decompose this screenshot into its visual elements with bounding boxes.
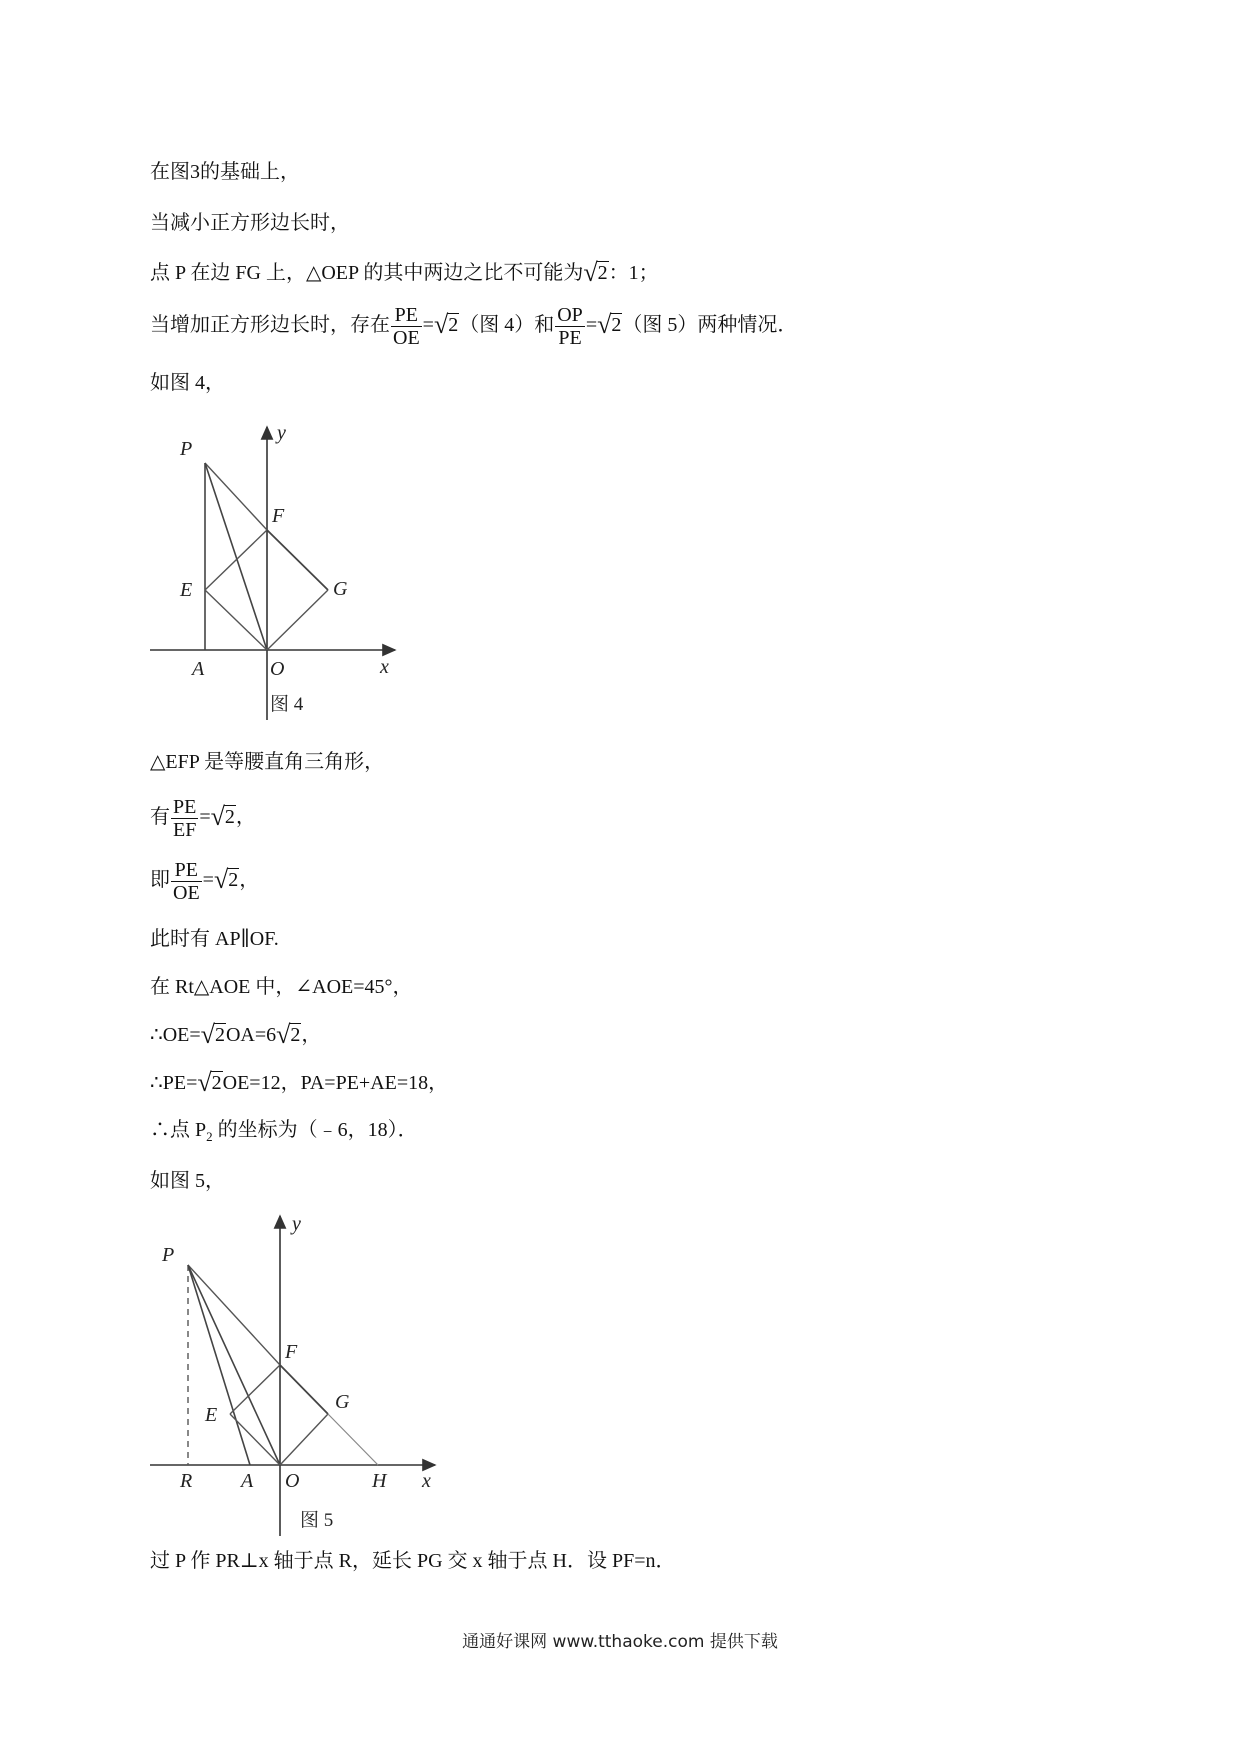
sqrt-symbol: √2 — [276, 1020, 301, 1049]
text-line-8 — [150, 859, 259, 904]
label-g: G — [333, 578, 348, 600]
text-line-12 — [150, 1070, 448, 1096]
denominator: OE — [393, 327, 420, 349]
sqrt-symbol: √2 — [197, 1068, 222, 1097]
text: （图 5）两种情况． — [622, 314, 798, 337]
radicand: 2 — [228, 869, 239, 892]
text-line-15 — [150, 1551, 676, 1571]
text: 当增加正方形边长时，存在 — [150, 314, 390, 337]
denominator: OE — [173, 882, 200, 904]
radicand: 2 — [211, 1072, 222, 1094]
text-line-2 — [150, 213, 350, 233]
text: OE=12，PA=PE+AE=18， — [222, 1072, 449, 1094]
text: 在图3的基础上， — [150, 161, 300, 183]
label-y: y — [277, 422, 286, 444]
label-f: F — [285, 1341, 298, 1363]
text: 有 — [150, 806, 170, 829]
segment-go — [280, 1414, 328, 1465]
text: ， — [239, 869, 260, 892]
label-o: O — [270, 658, 285, 680]
figure-4-caption: 图 4 — [270, 694, 304, 715]
segment-pf — [205, 463, 267, 530]
radicand: 2 — [290, 1024, 301, 1046]
denominator: PE — [558, 327, 582, 349]
text: △EFP 是等腰直角三角形， — [150, 751, 385, 773]
radicand: 2 — [611, 314, 622, 337]
figure-5 — [150, 1208, 440, 1538]
numerator: PE — [391, 304, 422, 327]
text-line-4 — [150, 304, 797, 349]
fraction — [391, 304, 422, 349]
text-line-3 — [150, 260, 659, 286]
text-line-10 — [150, 977, 413, 997]
equals-sign: = — [422, 314, 434, 337]
text: ：1； — [608, 262, 659, 284]
page-footer: 通通好课网 www.tthaoke.com 提供下载 — [462, 1632, 778, 1652]
label-o: O — [285, 1470, 300, 1492]
equals-sign: = — [199, 806, 211, 829]
sqrt-symbol: √2 — [433, 310, 459, 340]
text-line-6 — [150, 752, 384, 772]
numerator: PE — [171, 859, 202, 882]
text-line-11 — [150, 1022, 321, 1048]
text: ∴OE= — [150, 1024, 201, 1046]
segment-fg — [280, 1365, 328, 1414]
text: 如图 5， — [150, 1170, 225, 1192]
text-line-7 — [150, 796, 256, 841]
sqrt-symbol: √2 — [200, 1020, 225, 1049]
segment-pa — [188, 1265, 250, 1465]
text: 点 P 在边 FG 上，△OEP 的其中两边之比不可能为 — [150, 262, 584, 284]
text-line-5 — [150, 373, 225, 393]
label-p: P — [162, 1244, 175, 1266]
equals-sign: = — [202, 869, 214, 892]
label-h: H — [372, 1470, 387, 1492]
figure-4 — [150, 415, 400, 725]
label-e: E — [180, 579, 193, 601]
segment-gh-extension — [328, 1414, 378, 1465]
fraction — [171, 796, 198, 841]
sqrt-symbol: √2 — [597, 310, 622, 340]
text: 即 — [150, 869, 170, 892]
segment-po — [188, 1265, 280, 1465]
segment-fg — [267, 530, 328, 590]
radicand: 2 — [214, 1024, 225, 1046]
text-line-1 — [150, 162, 300, 182]
label-p: P — [180, 438, 193, 460]
figure-5-caption: 图 5 — [300, 1510, 334, 1531]
text: 的坐标为（﹣6，18）． — [212, 1119, 418, 1141]
equals-sign: = — [585, 314, 598, 337]
text-line-14 — [150, 1171, 225, 1191]
text: （图 4）和 — [459, 314, 555, 337]
label-r: R — [180, 1470, 193, 1492]
radicand: 2 — [597, 262, 608, 284]
text: ∴PE= — [150, 1072, 198, 1094]
label-f: F — [272, 505, 285, 527]
fraction — [171, 859, 202, 904]
numerator: OP — [557, 304, 583, 326]
segment-po — [205, 463, 267, 650]
label-a: A — [192, 658, 205, 680]
text: 在 Rt△AOE 中，∠AOE=45°， — [150, 976, 413, 998]
figure-5-drawing — [150, 1208, 440, 1538]
label-x: x — [380, 656, 389, 678]
text: ∴点 P — [150, 1119, 207, 1141]
fraction — [555, 304, 585, 349]
text: ， — [301, 1024, 322, 1046]
label-x: x — [422, 1470, 431, 1492]
label-g: G — [335, 1391, 350, 1413]
segment-pf — [188, 1265, 280, 1365]
text: ， — [235, 806, 256, 829]
label-e: E — [205, 1404, 218, 1426]
text: OA=6 — [225, 1024, 277, 1046]
text: 如图 4， — [150, 372, 225, 394]
text: 当减小正方形边长时， — [150, 212, 350, 234]
figure-4-drawing — [150, 415, 400, 725]
numerator: PE — [173, 796, 197, 818]
subscript: 2 — [206, 1129, 213, 1144]
radicand: 2 — [448, 314, 459, 337]
segment-eo — [230, 1414, 280, 1465]
label-y: y — [292, 1213, 301, 1235]
sqrt-symbol: √2 — [213, 865, 239, 895]
text-line-13 — [150, 1120, 418, 1143]
label-a: A — [241, 1470, 254, 1492]
sqrt-symbol: √2 — [210, 802, 235, 832]
radicand: 2 — [224, 806, 235, 829]
segment-ef — [205, 530, 267, 590]
sqrt-symbol: √2 — [583, 258, 608, 287]
text-line-9 — [150, 929, 279, 949]
text: 此时有 AP∥OF. — [150, 928, 279, 950]
denominator: EF — [173, 819, 197, 841]
segment-go — [267, 590, 328, 650]
text: 过 P 作 PR⊥x 轴于点 R，延长 PG 交 x 轴于点 H．设 PF=n． — [150, 1550, 676, 1572]
